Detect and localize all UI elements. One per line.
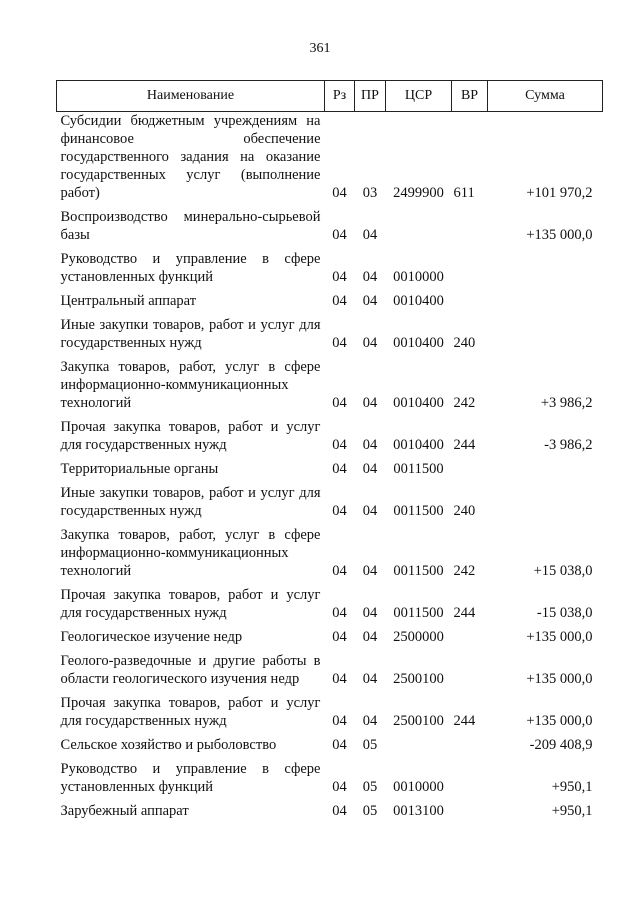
row-sum: +15 038,0 (533, 563, 593, 579)
row-pr: 03 (362, 185, 378, 201)
row-pr: 05 (362, 779, 378, 795)
row-vr: 611 (453, 185, 475, 201)
table-row (57, 316, 603, 358)
row-name: Территориальные органы (60, 461, 219, 477)
row-csr: 0010400 (393, 437, 444, 453)
row-name: Иные закупки товаров, работ и услуг для государственных нужд (60, 485, 321, 519)
table-row (57, 250, 603, 292)
table-row (57, 694, 603, 736)
table-row (57, 736, 603, 760)
table-row (57, 586, 603, 628)
row-vr: 240 (453, 335, 476, 351)
row-sum: -3 986,2 (544, 437, 593, 453)
row-sum: +135 000,0 (526, 227, 593, 243)
row-rz: 04 (332, 503, 347, 519)
row-name: Сельское хозяйство и рыболовство (60, 737, 277, 753)
row-rz: 04 (332, 629, 347, 645)
row-pr: 04 (362, 461, 378, 477)
row-vr (452, 652, 488, 694)
table-row (57, 760, 603, 802)
row-name: Геологическое изучение недр (60, 629, 243, 645)
table-row (57, 358, 603, 418)
row-csr: 0010400 (393, 293, 444, 309)
row-rz: 04 (332, 605, 347, 621)
row-rz: 04 (332, 779, 347, 795)
header-sum: Сумма (488, 81, 603, 112)
page-number: 361 (309, 41, 331, 56)
row-sum: +135 000,0 (526, 629, 593, 645)
row-vr: 244 (453, 437, 476, 453)
row-vr (452, 292, 488, 316)
row-name: Руководство и управление в сфере установленных функций (60, 761, 321, 795)
table-row (57, 292, 603, 316)
row-pr: 04 (362, 227, 378, 243)
row-csr: 0010000 (393, 269, 444, 285)
row-rz: 04 (332, 269, 347, 285)
row-csr (386, 208, 452, 250)
row-name: Руководство и управление в сфере установленных функций (60, 251, 321, 285)
row-name: Закупка товаров, работ, услуг в сфере информационно-коммуникационных технологий (60, 527, 321, 579)
row-vr (452, 628, 488, 652)
row-name: Прочая закупка товаров, работ и услуг для государственных нужд (60, 587, 321, 621)
row-vr (452, 760, 488, 802)
table-row (57, 460, 603, 484)
row-vr: 244 (453, 713, 476, 729)
table-row (57, 484, 603, 526)
row-vr (452, 250, 488, 292)
row-sum (488, 292, 603, 316)
row-vr (452, 460, 488, 484)
row-csr: 2499900 (393, 185, 444, 201)
header-rz: Рз (325, 81, 355, 112)
row-csr (386, 736, 452, 760)
row-pr: 04 (362, 713, 378, 729)
row-pr: 04 (362, 563, 378, 579)
row-pr: 04 (362, 335, 378, 351)
row-vr: 240 (453, 503, 476, 519)
row-name: Субсидии бюджетным учреждениям на финансовое обеспечение государственного задания на оказание государственных услуг (выполнение работ) (60, 113, 321, 201)
header-pr: ПР (355, 81, 386, 112)
row-sum (488, 316, 603, 358)
row-vr: 244 (453, 605, 476, 621)
row-rz: 04 (332, 461, 347, 477)
header-vr: ВР (452, 81, 488, 112)
row-csr: 2500000 (393, 629, 444, 645)
row-pr: 04 (362, 503, 378, 519)
row-sum: +3 986,2 (540, 395, 593, 411)
row-rz: 04 (332, 395, 347, 411)
row-pr: 05 (362, 803, 378, 819)
row-name: Закупка товаров, работ, услуг в сфере информационно-коммуникационных технологий (60, 359, 321, 411)
row-name: Центральный аппарат (60, 293, 197, 309)
row-rz: 04 (332, 737, 347, 753)
row-csr: 0013100 (393, 803, 444, 819)
table-row (57, 652, 603, 694)
header-csr: ЦСР (386, 81, 452, 112)
row-pr: 04 (362, 437, 378, 453)
row-rz: 04 (332, 563, 347, 579)
row-sum: +135 000,0 (526, 671, 593, 687)
row-csr: 2500100 (393, 671, 444, 687)
row-sum: +101 970,2 (526, 185, 593, 201)
row-csr: 0011500 (393, 503, 444, 519)
table-row (57, 112, 603, 209)
row-rz: 04 (332, 227, 347, 243)
row-rz: 04 (332, 335, 347, 351)
row-csr: 2500100 (393, 713, 444, 729)
row-sum (488, 484, 603, 526)
row-sum (488, 460, 603, 484)
row-pr: 04 (362, 293, 378, 309)
table-header (57, 81, 603, 112)
row-pr: 04 (362, 395, 378, 411)
row-vr: 242 (453, 395, 476, 411)
row-csr: 0011500 (393, 605, 444, 621)
table-row (57, 628, 603, 652)
row-name: Геолого-разведочные и другие работы в области геологического изучения недр (60, 653, 321, 687)
row-pr: 04 (362, 629, 378, 645)
row-pr: 04 (362, 605, 378, 621)
row-rz: 04 (332, 293, 347, 309)
row-name: Иные закупки товаров, работ и услуг для государственных нужд (60, 317, 321, 351)
row-csr: 0010400 (393, 395, 444, 411)
row-sum (488, 250, 603, 292)
row-sum: -209 408,9 (529, 737, 593, 753)
table-row (57, 802, 603, 826)
row-rz: 04 (332, 803, 347, 819)
row-csr: 0011500 (393, 461, 444, 477)
row-name: Воспроизводство минерально-сырьевой базы (60, 209, 321, 243)
header-name: Наименование (57, 81, 325, 112)
table-row (57, 526, 603, 586)
row-csr: 0010000 (393, 779, 444, 795)
row-sum: +950,1 (551, 803, 593, 819)
row-pr: 05 (362, 737, 378, 753)
row-vr (452, 736, 488, 760)
row-vr (452, 208, 488, 250)
row-name: Зарубежный аппарат (60, 803, 189, 819)
table-body (57, 112, 603, 827)
row-rz: 04 (332, 713, 347, 729)
row-name: Прочая закупка товаров, работ и услуг для государственных нужд (60, 695, 321, 729)
row-sum: +135 000,0 (526, 713, 593, 729)
row-csr: 0011500 (393, 563, 444, 579)
row-pr: 04 (362, 269, 378, 285)
row-name: Прочая закупка товаров, работ и услуг для государственных нужд (60, 419, 321, 453)
row-vr (452, 802, 488, 826)
row-vr: 242 (453, 563, 476, 579)
row-csr: 0010400 (393, 335, 444, 351)
table-row (57, 418, 603, 460)
row-rz: 04 (332, 671, 347, 687)
row-sum: -15 038,0 (536, 605, 593, 621)
table-row (57, 208, 603, 250)
row-sum: +950,1 (551, 779, 593, 795)
row-rz: 04 (332, 185, 347, 201)
row-pr: 04 (362, 671, 378, 687)
row-rz: 04 (332, 437, 347, 453)
budget-table (56, 80, 603, 826)
